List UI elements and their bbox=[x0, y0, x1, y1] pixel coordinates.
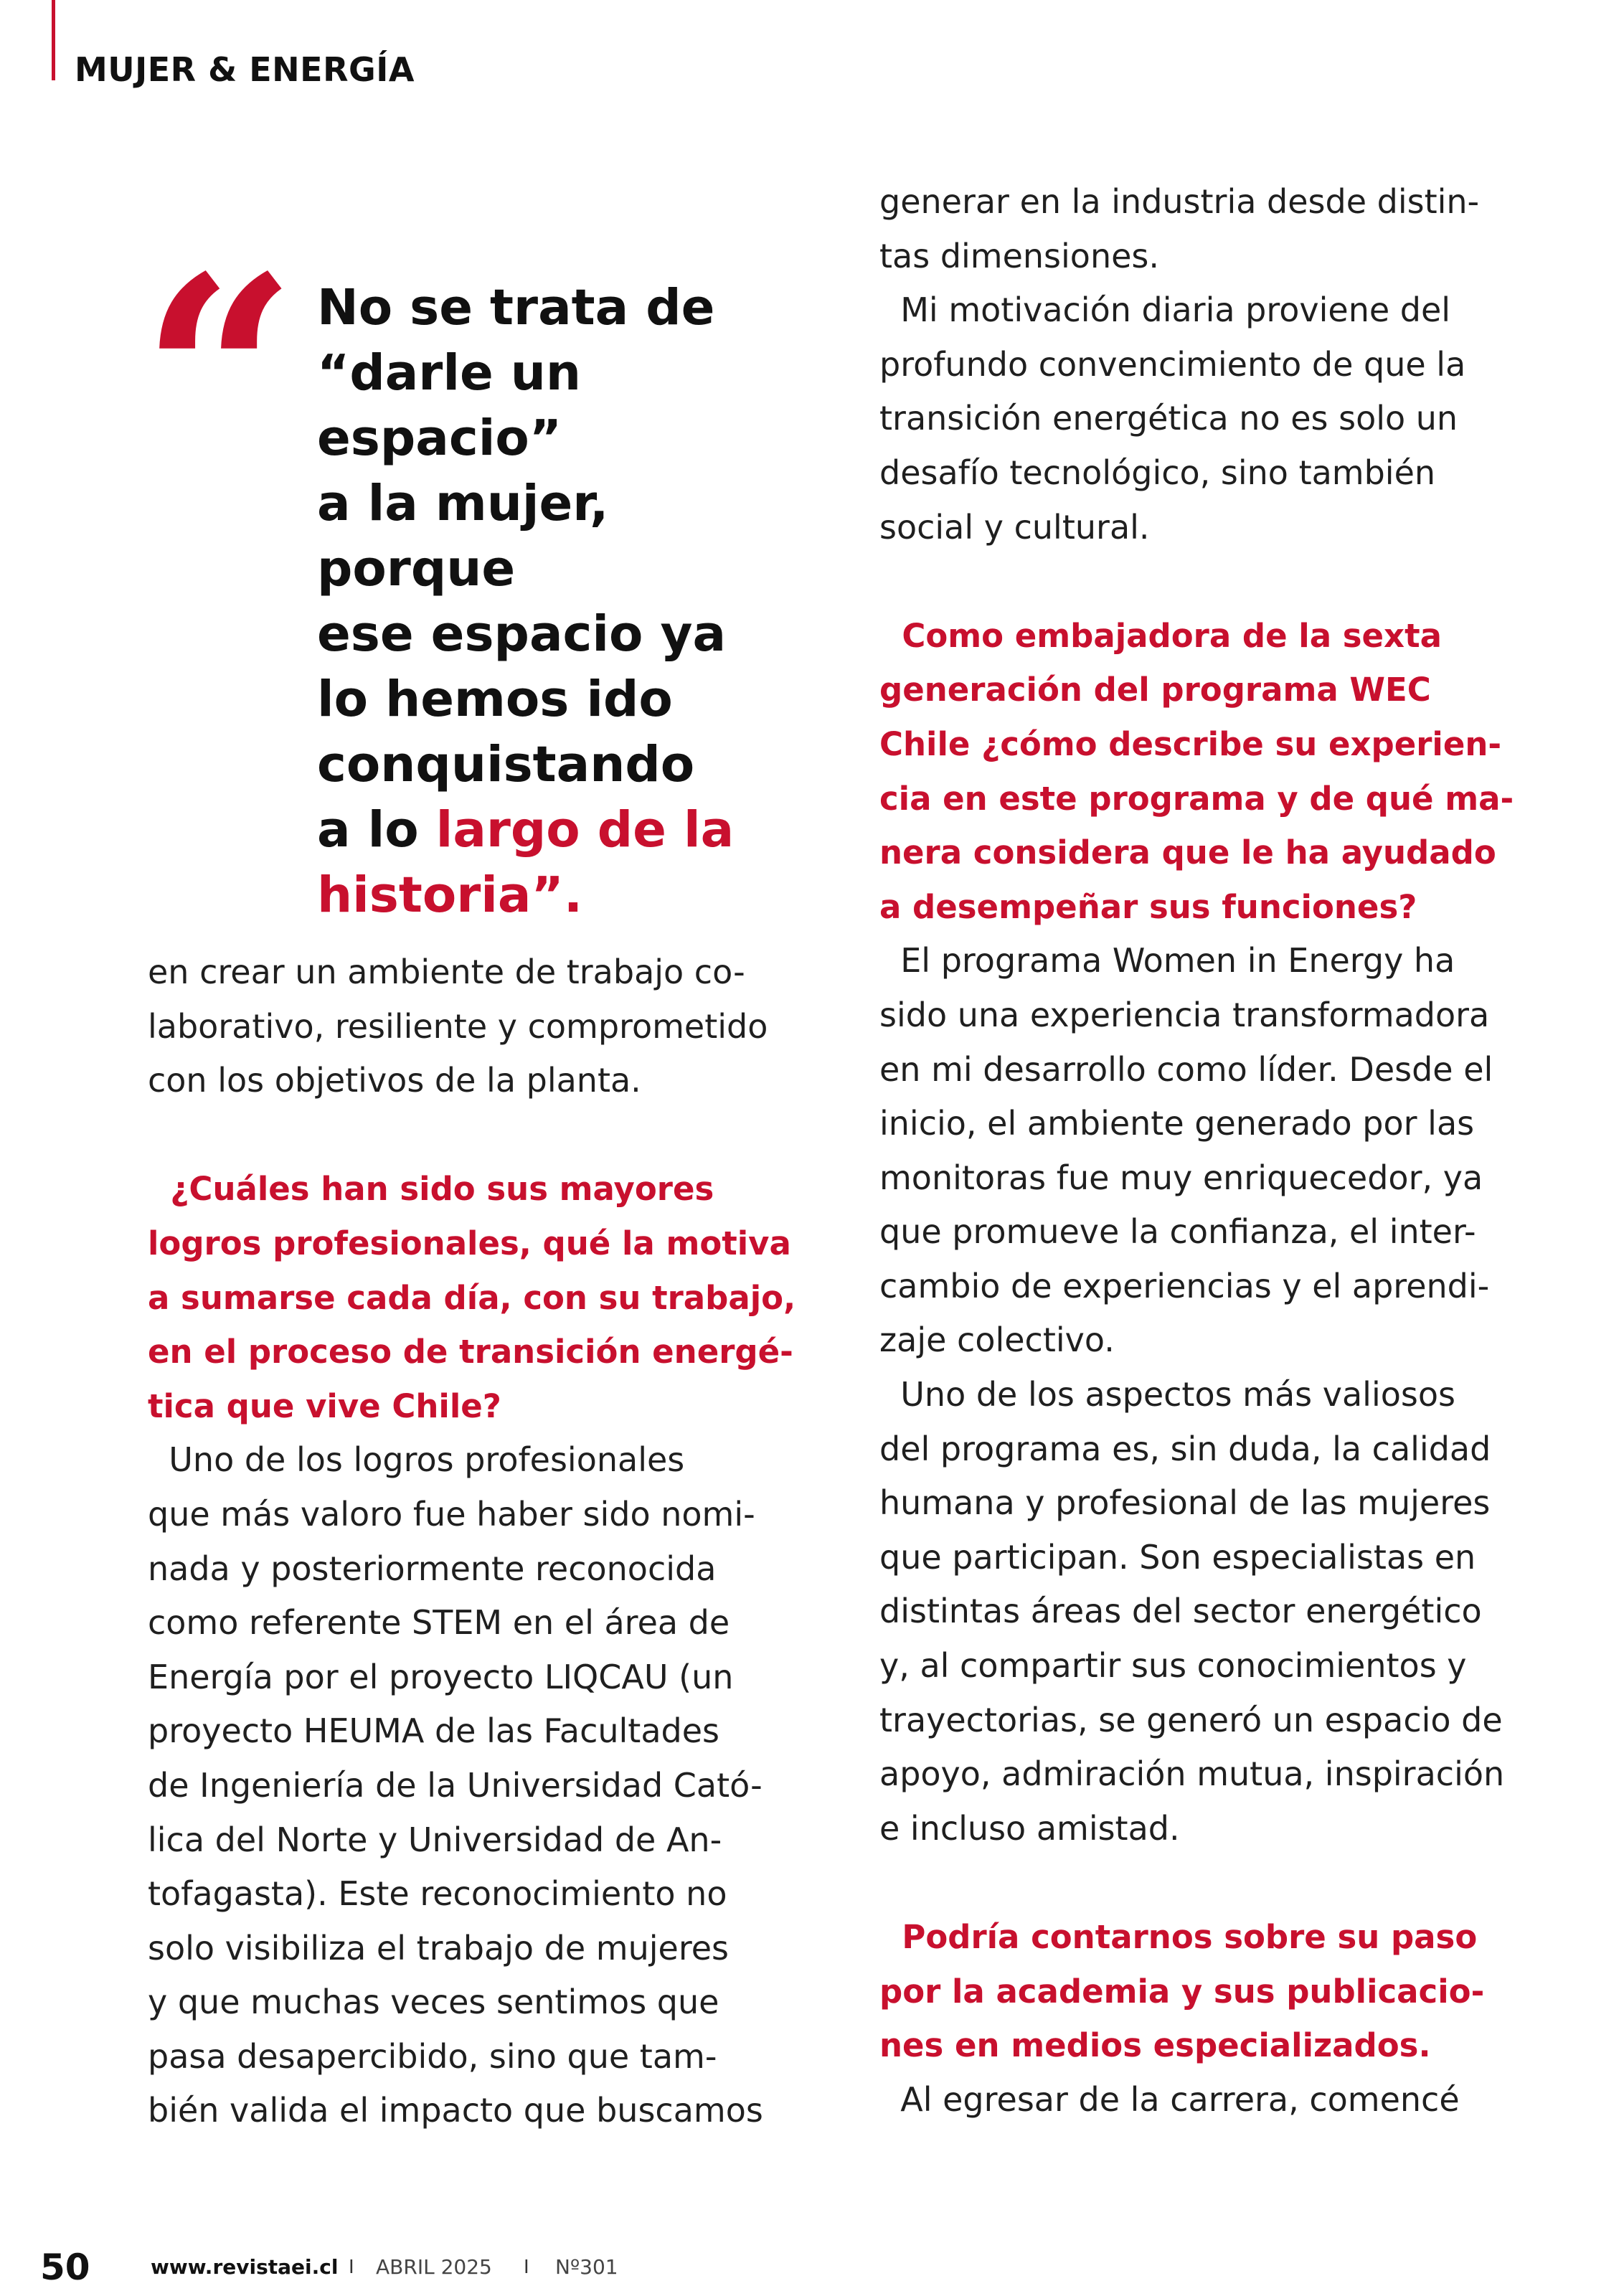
question-line: a sumarse cada día, con su trabajo, bbox=[148, 1278, 796, 1317]
text-line: nada y posteriormente reconocida bbox=[148, 1549, 717, 1588]
text-line: pasa desapercibido, sino que tam- bbox=[148, 2036, 717, 2076]
pull-quote bbox=[317, 275, 819, 928]
text-line: sido una experiencia transformadora bbox=[879, 995, 1490, 1034]
pull-quote-line: conquistando bbox=[317, 736, 695, 793]
pull-quote-line: ese espacio ya bbox=[317, 605, 727, 663]
text-line: con los objetivos de la planta. bbox=[148, 1061, 641, 1100]
pull-quote-line: a la mujer, porque bbox=[317, 475, 609, 597]
pull-quote-line: No se trata de bbox=[317, 279, 715, 336]
issue-date: ABRIL 2025 bbox=[376, 2255, 492, 2279]
text-line: profundo convencimiento de que la bbox=[879, 344, 1466, 384]
paragraph bbox=[879, 2073, 1547, 2127]
text-line: solo visibiliza el trabajo de mujeres bbox=[148, 1928, 730, 1968]
text-line: tas dimensiones. bbox=[879, 236, 1159, 275]
text-line: monitoras fue muy enriquecedor, ya bbox=[879, 1158, 1483, 1197]
text-line: distintas áreas del sector energético bbox=[879, 1592, 1482, 1631]
text-line: desafío tecnológico, sino también bbox=[879, 453, 1436, 492]
text-line: en crear un ambiente de trabajo co- bbox=[148, 953, 745, 991]
text-line: que más valoro fue haber sido nomi- bbox=[148, 1494, 755, 1534]
interview-question bbox=[879, 1910, 1547, 2073]
paragraph bbox=[148, 945, 815, 1108]
text-line: cambio de experiencias y el aprendi- bbox=[879, 1266, 1490, 1305]
pull-quote-line bbox=[317, 798, 819, 863]
question-line: a desempeñar sus funciones? bbox=[879, 887, 1417, 926]
text-line: que participan. Son especialistas en bbox=[879, 1537, 1476, 1577]
left-column bbox=[148, 945, 815, 2138]
text-line: El programa Women in Energy ha bbox=[879, 941, 1455, 981]
text-line: laborativo, resiliente y comprometido bbox=[148, 1006, 768, 1046]
question-line: tica que vive Chile? bbox=[148, 1387, 501, 1425]
footer-separator: I bbox=[524, 2257, 529, 2278]
question-line: ¿Cuáles han sido sus mayores bbox=[148, 1170, 714, 1209]
paragraph bbox=[148, 1433, 815, 2138]
pull-quote-black-part: a lo bbox=[317, 801, 436, 859]
text-line: social y cultural. bbox=[879, 507, 1150, 547]
text-line: lica del Norte y Universidad de An- bbox=[148, 1820, 722, 1859]
text-line: Al egresar de la carrera, comencé bbox=[879, 2079, 1460, 2119]
text-line: de Ingeniería de la Universidad Cató- bbox=[148, 1765, 763, 1805]
text-line: inicio, el ambiente generado por las bbox=[879, 1104, 1475, 1143]
text-line: en mi desarrollo como líder. Desde el bbox=[879, 1049, 1493, 1089]
pull-quote-highlight: largo de la bbox=[435, 801, 735, 859]
text-line: tofagasta). Este reconocimiento no bbox=[148, 1874, 727, 1914]
paragraph bbox=[879, 175, 1547, 554]
text-line: como referente STEM en el área de bbox=[148, 1603, 730, 1643]
text-line: Mi motivación diaria proviene del bbox=[879, 290, 1451, 330]
text-line: Uno de los aspectos más valiosos bbox=[879, 1375, 1455, 1414]
question-line: cia en este programa y de qué ma- bbox=[879, 779, 1514, 818]
section-title: MUJER & ENERGÍA bbox=[75, 50, 415, 89]
text-line: y que muchas veces sentimos que bbox=[148, 1983, 719, 2022]
question-line: Como embajadora de la sexta bbox=[879, 616, 1442, 655]
paragraph bbox=[879, 934, 1547, 1856]
question-line: por la academia y sus publicacio- bbox=[879, 1972, 1485, 2011]
text-line: Uno de los logros profesionales bbox=[148, 1440, 685, 1480]
quote-mark-icon: “ bbox=[141, 217, 298, 537]
question-line: en el proceso de transición energé- bbox=[148, 1333, 793, 1371]
pull-quote-highlight: historia”. bbox=[317, 866, 583, 924]
text-line: proyecto HEUMA de las Facultades bbox=[148, 1711, 719, 1751]
footer-separator: I bbox=[349, 2257, 354, 2278]
interview-question bbox=[879, 609, 1547, 935]
text-line: transición energética no es solo un bbox=[879, 399, 1458, 438]
text-line: apoyo, admiración mutua, inspiración bbox=[879, 1754, 1505, 1794]
text-line: humana y profesional de las mujeres bbox=[879, 1483, 1491, 1523]
text-line: que promueve la confianza, el inter- bbox=[879, 1212, 1476, 1252]
question-line: Chile ¿cómo describe su experien- bbox=[879, 724, 1502, 763]
question-line: nes en medios especializados. bbox=[879, 2026, 1431, 2065]
pull-quote-line: “darle un espacio” bbox=[317, 344, 582, 467]
right-column bbox=[879, 175, 1547, 2127]
question-line: Podría contarnos sobre su paso bbox=[879, 1918, 1478, 1956]
text-line: e incluso amistad. bbox=[879, 1808, 1180, 1848]
section-accent-bar bbox=[52, 0, 55, 80]
text-line: bién valida el impacto que buscamos bbox=[148, 2091, 763, 2130]
interview-question bbox=[148, 1162, 815, 1433]
pull-quote-line: lo hemos ido bbox=[317, 671, 673, 728]
text-line: y, al compartir sus conocimientos y bbox=[879, 1646, 1467, 1686]
text-line: zaje colectivo. bbox=[879, 1321, 1115, 1360]
question-line: logros profesionales, qué la motiva bbox=[148, 1224, 791, 1262]
page-footer bbox=[0, 2247, 1624, 2290]
text-line: del programa es, sin duda, la calidad bbox=[879, 1429, 1491, 1468]
text-line: Energía por el proyecto LIQCAU (un bbox=[148, 1657, 734, 1696]
question-line: generación del programa WEC bbox=[879, 671, 1431, 709]
issue-number: Nº301 bbox=[555, 2255, 618, 2279]
text-line: generar en la industria desde distin- bbox=[879, 182, 1480, 221]
page-number: 50 bbox=[40, 2247, 90, 2288]
text-line: trayectorias, se generó un espacio de bbox=[879, 1700, 1503, 1739]
question-line: nera considera que le ha ayudado bbox=[879, 833, 1496, 872]
website-link[interactable]: www.revistaei.cl bbox=[151, 2255, 339, 2279]
